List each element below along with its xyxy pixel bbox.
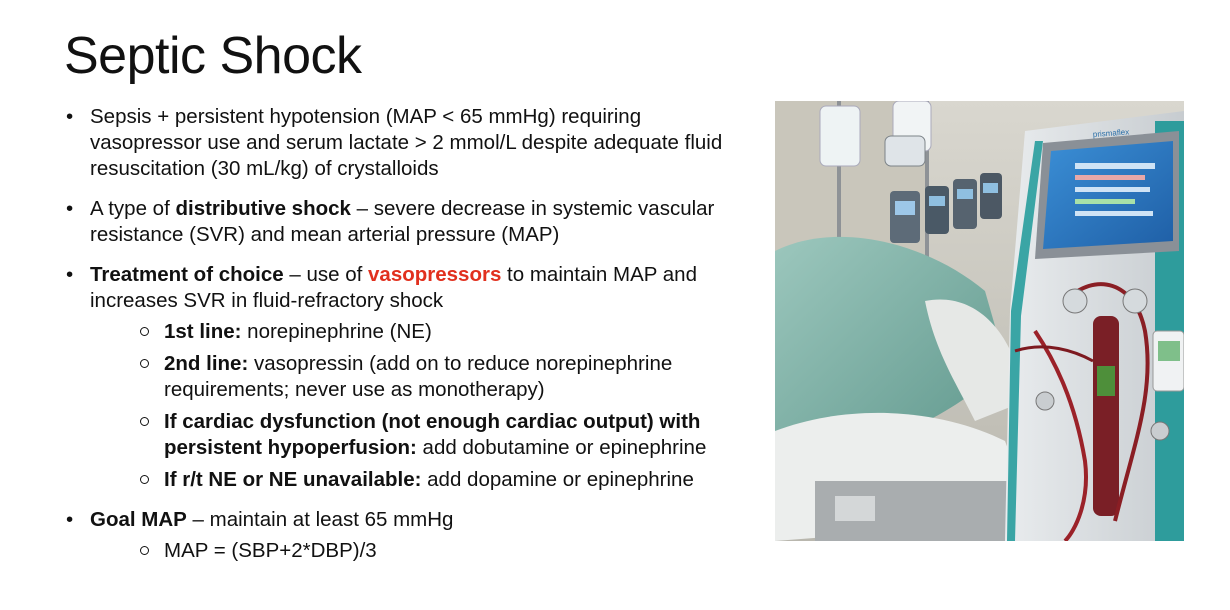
- slide-content: [64, 104, 754, 578]
- pump-roller: [1063, 289, 1087, 313]
- infusion-pump-screen: [957, 189, 973, 199]
- bullet-treatment: [64, 262, 754, 493]
- infusion-pump-screen: [983, 183, 998, 193]
- icu-photo: [775, 101, 1184, 541]
- blood-filter-label: [1097, 366, 1115, 396]
- sub-bullet-circle-icon: [140, 359, 149, 368]
- machine-screen-display: [1043, 141, 1173, 249]
- bullet-text-bold: Treatment of choice: [90, 263, 284, 286]
- sub-bullet-circle-icon: [140, 475, 149, 484]
- screen-row: [1075, 199, 1135, 204]
- bullet-text-mid: – use of: [283, 263, 369, 286]
- sub-bullet-circle-icon: [140, 327, 149, 336]
- bullet-text-bold: distributive shock: [175, 197, 351, 220]
- infusion-pump: [925, 186, 949, 234]
- bullet-text-pre: A type of: [90, 197, 176, 220]
- screen-row: [1075, 175, 1145, 180]
- sub-bullet-cardiac-dysfunction: [90, 409, 754, 461]
- icu-dialysis-illustration: [775, 101, 1184, 541]
- slide-title: Septic Shock: [64, 27, 362, 85]
- bed-control: [835, 496, 875, 521]
- sub-bullet-bold: 2nd line:: [164, 352, 249, 375]
- bullet-text-post: to maintain MAP and increases SVR in fluid-refractory shock: [90, 263, 697, 312]
- infusion-pump: [890, 191, 920, 243]
- sub-bullet-text: MAP = (SBP+2*DBP)/3: [164, 539, 377, 562]
- sub-bullet-second-line: [90, 351, 754, 403]
- screen-row: [1075, 187, 1150, 192]
- bullet-definition: [64, 104, 754, 182]
- bullet-text-post: – severe decrease in systemic vascular resistance (SVR) and mean arterial pressure (MAP): [90, 197, 715, 246]
- pump-roller: [1151, 422, 1169, 440]
- sub-bullet-text: vasopressin (add on to reduce norepinephrine requirements; never use as monotherapy): [164, 352, 673, 401]
- bullet-dot: •: [66, 263, 74, 286]
- iv-bag: [820, 106, 860, 166]
- sub-bullet-map-formula: [90, 538, 754, 564]
- sub-bullet-text: add dobutamine or epinephrine: [416, 436, 707, 459]
- vasopressors-highlight: vasopressors: [368, 263, 502, 286]
- blood-filter: [1093, 316, 1119, 516]
- infusion-pump: [885, 136, 925, 166]
- infusion-pump-screen: [895, 201, 915, 215]
- sub-bullet-bold: If r/t NE or NE unavailable:: [164, 468, 422, 491]
- sub-bullet-bold: 1st line:: [164, 320, 242, 343]
- infusion-pump: [980, 173, 1002, 219]
- bullet-dot: •: [66, 105, 74, 128]
- bullet-text-bold: Goal MAP: [90, 508, 187, 531]
- side-monitor-screen: [1158, 341, 1180, 361]
- sub-bullet-bold: If cardiac dysfunction (not enough cardiac output) with persistent hypoperfusion:: [164, 410, 701, 459]
- pump-roller: [1036, 392, 1054, 410]
- bullet-dot: •: [66, 508, 74, 531]
- bullet-dot: •: [66, 197, 74, 220]
- infusion-pump-screen: [929, 196, 945, 206]
- bullet-text-post: – maintain at least 65 mmHg: [186, 508, 454, 531]
- screen-row: [1075, 211, 1153, 216]
- prismaflex-logo: prismaflex: [1092, 127, 1130, 139]
- sub-bullet-ne-unavailable: [90, 467, 754, 493]
- sub-bullet-circle-icon: [140, 417, 149, 426]
- infusion-pump: [953, 179, 977, 229]
- screen-row: [1075, 163, 1155, 169]
- bullet-text: Sepsis + persistent hypotension (MAP < 65 mmHg) requiring vasopressor use and serum lactate > 2 mmol/L despite adequate fluid resuscitation (30 mL/kg) of crystalloids: [90, 105, 723, 180]
- sub-bullet-text: add dopamine or epinephrine: [421, 468, 694, 491]
- bullet-distributive: [64, 196, 754, 248]
- sub-bullet-circle-icon: [140, 546, 149, 555]
- bullet-goal-map: [64, 507, 754, 564]
- sub-bullet-first-line: [90, 319, 754, 345]
- pump-roller: [1123, 289, 1147, 313]
- sub-bullet-text: norepinephrine (NE): [241, 320, 432, 343]
